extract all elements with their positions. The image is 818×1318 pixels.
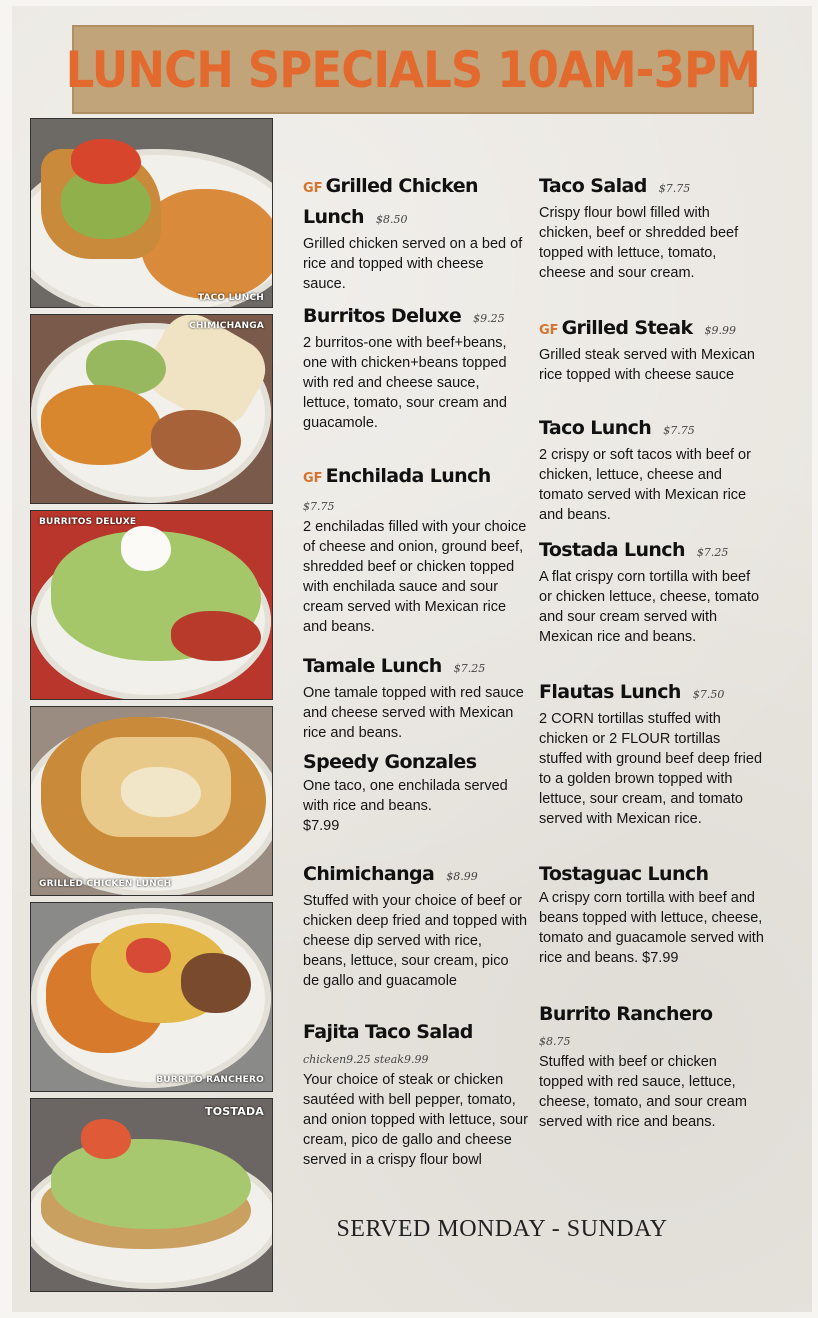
- item-name: Burrito Ranchero: [539, 1003, 713, 1025]
- item-price: $7.99: [303, 818, 340, 834]
- item-description: Crispy flour bowl filled with chicken, beef or shredded beef topped with lettuce, tomato, cheese and sour cream.: [539, 205, 739, 281]
- menu-item-tostada-lunch: [539, 536, 764, 647]
- item-price: $7.75: [658, 182, 691, 195]
- menu-item-grilled-steak: [539, 314, 764, 385]
- menu-item-fajita-taco-salad: [303, 1018, 528, 1170]
- gf-badge: GF: [303, 181, 323, 196]
- menu-item-burrito-ranchero: [539, 1000, 764, 1132]
- item-name: Tostada Lunch: [539, 539, 685, 561]
- menu-item-flautas-lunch: [539, 678, 764, 829]
- menu-item-grilled-chicken-lunch: [303, 172, 528, 294]
- item-name: Grilled Steak: [561, 317, 693, 339]
- photo-grilled-chicken-lunch: [30, 706, 273, 896]
- item-price: $8.99: [446, 870, 478, 883]
- menu-item-taco-salad: [539, 172, 764, 283]
- photo-caption: CHIMICHANGA: [189, 321, 264, 331]
- item-price: $8.50: [375, 213, 408, 226]
- item-description: Stuffed with your choice of beef or chicken deep fried and topped with cheese dip served with rice, beans, lettuce, sour cream, pico de gallo and guacamole: [303, 893, 528, 989]
- item-price: $7.75: [303, 500, 335, 513]
- photo-caption: TACO LUNCH: [197, 293, 264, 303]
- item-name: Taco Lunch: [539, 417, 652, 439]
- item-description: Stuffed with beef or chicken topped with red sauce, lettuce, cheese, tomato, and sour cream served with rice and beans.: [539, 1054, 747, 1130]
- item-name: Tostaguac Lunch: [539, 863, 709, 885]
- menu-item-taco-lunch: [539, 414, 764, 525]
- item-name: Burritos Deluxe: [303, 305, 462, 327]
- menu-item-burritos-deluxe: [303, 302, 528, 433]
- item-price: $8.75: [539, 1035, 571, 1048]
- item-name: Enchilada Lunch: [325, 465, 491, 487]
- item-name: Taco Salad: [539, 175, 647, 197]
- photo-burrito-ranchero: [30, 902, 273, 1092]
- gf-badge: GF: [303, 471, 323, 486]
- photo-caption: BURRITO RANCHERO: [156, 1075, 264, 1085]
- item-price: $7.75: [663, 424, 695, 437]
- item-price: $7.50: [692, 688, 725, 701]
- menu-item-speedy-gonzales: [303, 748, 528, 836]
- photo-caption: TOSTADA: [205, 1105, 264, 1118]
- item-name: Flautas Lunch: [539, 681, 681, 703]
- menu-item-enchilada-lunch: [303, 462, 528, 637]
- item-description: A flat crispy corn tortilla with beef or chicken lettuce, cheese, tomato and sour cream served with Mexican rice and beans.: [539, 569, 760, 645]
- item-name: Tamale Lunch: [303, 655, 442, 677]
- item-price: $7.25: [453, 662, 486, 675]
- item-description: Grilled steak served with Mexican rice topped with cheese sauce: [539, 347, 755, 383]
- item-description: A crispy corn tortilla with beef and beans topped with lettuce, cheese, tomato and guacamole served with rice and beans. $7.99: [539, 890, 764, 966]
- menu-item-chimichanga: [303, 860, 528, 991]
- menu-item-tamale-lunch: [303, 652, 528, 743]
- item-price: $9.25: [473, 312, 505, 325]
- item-description: One tamale topped with red sauce and cheese served with Mexican rice and beans.: [303, 685, 524, 741]
- item-price: $9.99: [704, 324, 736, 337]
- photo-caption: BURRITOS DELUXE: [39, 517, 137, 527]
- photo-taco-lunch: [30, 118, 273, 308]
- item-name: Speedy Gonzales: [303, 751, 477, 773]
- item-description: 2 enchiladas filled with your choice of cheese and onion, ground beef, shredded beef or chicken topped with enchilada sauce and sour cream served with Mexican rice and beans.: [303, 519, 527, 635]
- page-title: LUNCH SPECIALS 10AM-3PM: [65, 40, 761, 99]
- item-description: 2 crispy or soft tacos with beef or chicken, lettuce, cheese and tomato served with Mexican rice and beans.: [539, 447, 751, 523]
- menu-page: [12, 6, 812, 1312]
- photo-burritos-deluxe: [30, 510, 273, 700]
- item-description: 2 CORN tortillas stuffed with chicken or 2 FLOUR tortillas stuffed with ground beef deep fried to a golden brown topped with lettuce, sour cream, and tomato served with Mexican rice.: [539, 711, 763, 827]
- item-description: Grilled chicken served on a bed of rice and topped with cheese sauce.: [303, 236, 523, 292]
- item-description: Your choice of steak or chicken sautéed with bell pepper, tomato, and onion topped with lettuce, sour cream, pico de gallo and cheese served in a crispy flour bowl: [303, 1072, 528, 1168]
- photo-chimichanga: [30, 314, 273, 504]
- item-name: Grilled Chicken: [325, 175, 478, 197]
- title-banner: [65, 25, 761, 114]
- served-days-note: SERVED MONDAY - SUNDAY: [336, 1216, 668, 1242]
- photo-caption: GRILLED CHICKEN LUNCH: [39, 879, 172, 889]
- menu-item-tostaguac-lunch: [539, 860, 764, 968]
- item-price: $7.25: [696, 546, 729, 559]
- photo-tostada: [30, 1098, 273, 1292]
- item-description: One taco, one enchilada served with rice and beans.: [303, 778, 508, 814]
- item-name: Fajita Taco Salad: [303, 1021, 473, 1043]
- item-name: Chimichanga: [303, 863, 435, 885]
- item-description: 2 burritos-one with beef+beans, one with chicken+beans topped with red and cheese sauce, lettuce, tomato, sour cream and guacamole.: [303, 335, 507, 431]
- gf-badge: GF: [539, 323, 559, 338]
- item-price: chicken9.25 steak9.99: [303, 1053, 429, 1066]
- item-name: Lunch: [303, 206, 364, 228]
